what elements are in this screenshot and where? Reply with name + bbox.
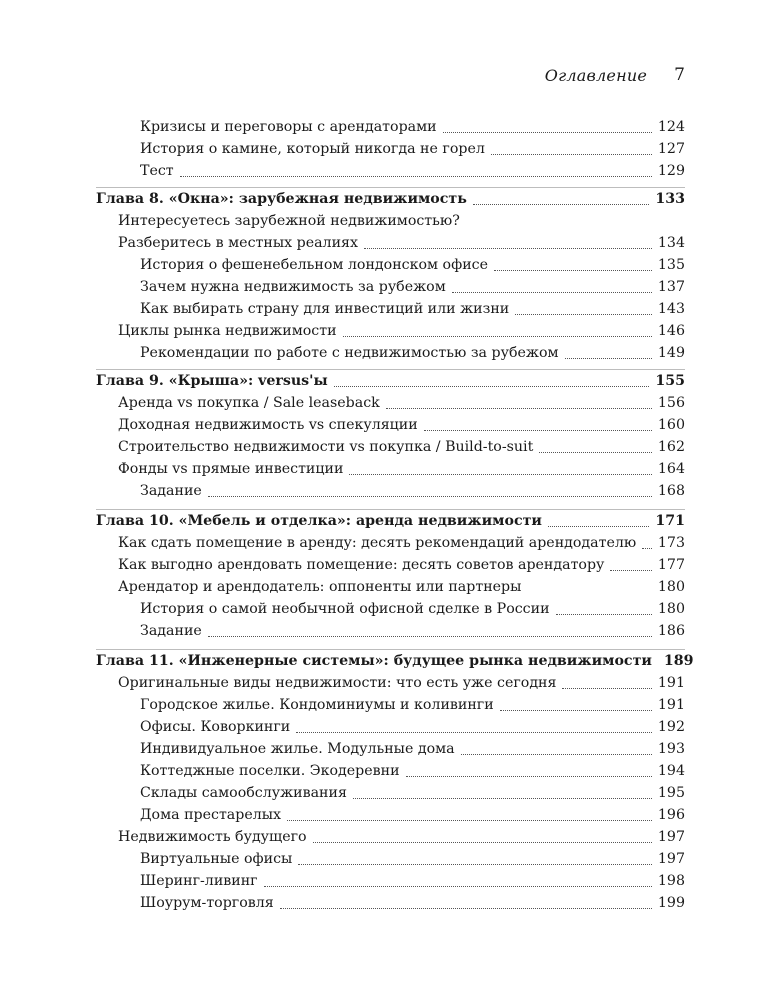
dot-leader — [515, 314, 652, 315]
toc-subsection[interactable] — [0, 760, 685, 782]
toc-entry-title: Рекомендации по работе с недвижимостью за рубежом — [140, 345, 559, 361]
toc-section[interactable] — [0, 576, 685, 598]
toc-chapter[interactable] — [0, 650, 694, 672]
toc-page-number: 180 — [657, 579, 685, 595]
dot-leader — [264, 886, 652, 887]
toc-page-number: 186 — [657, 623, 685, 639]
toc-page-number: 197 — [657, 851, 685, 867]
toc-entry-title: Как выгодно арендовать помещение: десять советов арендатору — [118, 557, 605, 573]
chapter-divider — [96, 369, 685, 370]
dot-leader — [452, 292, 652, 293]
dot-leader — [313, 842, 652, 843]
toc-section[interactable] — [0, 210, 685, 232]
toc-page-number: 193 — [657, 741, 685, 757]
toc-entry-title: Виртуальные офисы — [140, 851, 293, 867]
toc-subsection[interactable] — [0, 716, 685, 738]
toc-page-number: 133 — [655, 191, 685, 207]
dot-leader — [280, 908, 652, 909]
dot-leader — [353, 798, 652, 799]
dot-leader — [562, 688, 651, 689]
toc-entry-title: Глава 9. «Крыша»: versus'ы — [96, 373, 328, 389]
dot-leader — [642, 548, 652, 549]
toc-entry-title: Оригинальные виды недвижимости: что есть уже сегодня — [118, 675, 557, 691]
toc-section[interactable] — [0, 436, 685, 458]
toc-page-number: 180 — [657, 601, 685, 617]
toc-subsection[interactable] — [0, 298, 685, 320]
toc-subsection[interactable] — [0, 620, 685, 642]
dot-leader — [443, 132, 652, 133]
dot-leader — [208, 636, 652, 637]
toc-entry-title: Как выбирать страну для инвестиций или жизни — [140, 301, 510, 317]
dot-leader — [296, 732, 652, 733]
dot-leader — [461, 754, 652, 755]
dot-leader — [334, 386, 650, 387]
toc-chapter[interactable] — [0, 510, 685, 532]
toc-entry-title: Глава 11. «Инженерные системы»: будущее рынка недвижимости — [96, 653, 652, 669]
dot-leader — [491, 154, 652, 155]
toc-page-number: 171 — [655, 513, 685, 529]
toc-page-number: 168 — [657, 483, 685, 499]
toc-section[interactable] — [0, 458, 685, 480]
toc-page-number: 127 — [657, 141, 685, 157]
toc-page-number: 149 — [657, 345, 685, 361]
toc-page-number: 143 — [657, 301, 685, 317]
toc-section[interactable] — [0, 532, 685, 554]
toc-section[interactable] — [0, 672, 685, 694]
toc-subsection[interactable] — [0, 694, 685, 716]
toc-entry-title: Офисы. Коворкинги — [140, 719, 291, 735]
toc-section[interactable] — [0, 414, 685, 436]
dot-leader — [610, 570, 652, 571]
toc-entry-title: Недвижимость будущего — [118, 829, 307, 845]
toc-page-number: 197 — [657, 829, 685, 845]
toc-subsection[interactable] — [0, 782, 685, 804]
toc-entry-title: Склады самообслуживания — [140, 785, 347, 801]
toc-section[interactable] — [0, 232, 685, 254]
toc-section[interactable] — [0, 554, 685, 576]
toc-subsection[interactable] — [0, 480, 685, 502]
dot-leader — [298, 864, 652, 865]
toc-page-number: 198 — [657, 873, 685, 889]
toc-page-number: 164 — [657, 461, 685, 477]
toc-entry-title: Арендатор и арендодатель: оппоненты или партнеры — [118, 579, 522, 595]
toc-page-number: 155 — [655, 373, 685, 389]
toc-chapter[interactable] — [0, 188, 685, 210]
toc-page-number: 199 — [657, 895, 685, 911]
dot-leader — [556, 614, 652, 615]
toc-subsection[interactable] — [0, 598, 685, 620]
dot-leader — [343, 336, 652, 337]
toc-section[interactable] — [0, 392, 685, 414]
toc-entry-title: Дома престарелых — [140, 807, 282, 823]
dot-leader — [473, 204, 650, 205]
dot-leader — [494, 270, 652, 271]
toc-subsection[interactable] — [0, 254, 685, 276]
toc-page-number: 173 — [657, 535, 685, 551]
toc-entry-title: Кризисы и переговоры с арендаторами — [140, 119, 437, 135]
toc-entry-title: Фонды vs прямые инвестиции — [118, 461, 344, 477]
toc-entry-title: Зачем нужна недвижимость за рубежом — [140, 279, 446, 295]
chapter-divider — [96, 509, 685, 510]
toc-chapter[interactable] — [0, 370, 685, 392]
dot-leader — [180, 176, 652, 177]
toc-entry-title: Тест — [140, 163, 174, 179]
toc-entry-title: Шеринг-ливинг — [140, 873, 258, 889]
toc-entry-title: Задание — [140, 483, 202, 499]
toc-page-number: 134 — [657, 235, 685, 251]
toc-page-number: 195 — [657, 785, 685, 801]
page-number: 7 — [674, 65, 685, 85]
toc-entry-title: Шоурум-торговля — [140, 895, 274, 911]
dot-leader — [349, 474, 651, 475]
toc-page-number: 156 — [657, 395, 685, 411]
toc-entry-title: Глава 10. «Мебель и отделка»: аренда недвижимости — [96, 513, 542, 529]
toc-page-number: 191 — [657, 675, 685, 691]
toc-subsection[interactable] — [0, 870, 685, 892]
toc-page-number: 177 — [657, 557, 685, 573]
toc-subsection[interactable] — [0, 138, 685, 160]
toc-subsection[interactable] — [0, 342, 685, 364]
toc-subsection[interactable] — [0, 160, 685, 182]
toc-entry-title: Интересуетесь зарубежной недвижимостью? — [118, 213, 460, 229]
toc-subsection[interactable] — [0, 892, 685, 914]
dot-leader — [424, 430, 652, 431]
toc-entry-title: Разберитесь в местных реалиях — [118, 235, 358, 251]
toc-subsection[interactable] — [0, 276, 685, 298]
chapter-divider — [96, 187, 685, 188]
toc-entry-title: Аренда vs покупка / Sale leaseback — [118, 395, 380, 411]
toc-page-number: 146 — [657, 323, 685, 339]
toc-page-number: 192 — [657, 719, 685, 735]
toc-page-number: 137 — [657, 279, 685, 295]
toc-page-number: 189 — [663, 653, 694, 669]
toc-subsection[interactable] — [0, 804, 685, 826]
toc-entry-title: История о самой необычной офисной сделке в России — [140, 601, 550, 617]
toc-page-number: 162 — [657, 439, 685, 455]
toc-page-number: 194 — [657, 763, 685, 779]
toc-section[interactable] — [0, 320, 685, 342]
dot-leader — [565, 358, 652, 359]
page-header — [0, 66, 781, 90]
running-title: Оглавление — [544, 66, 647, 85]
toc-subsection[interactable] — [0, 738, 685, 760]
toc-entry-title: Задание — [140, 623, 202, 639]
toc-entry-title: Как сдать помещение в аренду: десять рекомендаций арендодателю — [118, 535, 637, 551]
toc-page-number: 129 — [657, 163, 685, 179]
toc-subsection[interactable] — [0, 116, 685, 138]
toc-entry-title: Доходная недвижимость vs спекуляции — [118, 417, 418, 433]
toc-section[interactable] — [0, 826, 685, 848]
dot-leader — [364, 248, 652, 249]
toc-page-number: 135 — [657, 257, 685, 273]
dot-leader — [208, 496, 652, 497]
toc-entry-title: Глава 8. «Окна»: зарубежная недвижимость — [96, 191, 467, 207]
dot-leader — [386, 408, 652, 409]
toc-entry-title: История о фешенебельном лондонском офисе — [140, 257, 489, 273]
chapter-divider — [96, 649, 685, 650]
toc-page-number: 160 — [657, 417, 685, 433]
toc-entry-title: Циклы рынка недвижимости — [118, 323, 337, 339]
toc-subsection[interactable] — [0, 848, 685, 870]
dot-leader — [406, 776, 652, 777]
dot-leader — [287, 820, 652, 821]
toc-entry-title: Строительство недвижимости vs покупка / Build-to-suit — [118, 439, 534, 455]
dot-leader — [548, 526, 649, 527]
toc-page-number: 191 — [657, 697, 685, 713]
toc-page-number: 196 — [657, 807, 685, 823]
toc-entry-title: Коттеджные поселки. Экодеревни — [140, 763, 400, 779]
toc-entry-title: История о камине, который никогда не горел — [140, 141, 485, 157]
toc-entry-title: Городское жилье. Кондоминиумы и коливинги — [140, 697, 494, 713]
dot-leader — [539, 452, 652, 453]
toc-entry-title: Индивидуальное жилье. Модульные дома — [140, 741, 455, 757]
toc-page-number: 124 — [657, 119, 685, 135]
dot-leader — [500, 710, 652, 711]
